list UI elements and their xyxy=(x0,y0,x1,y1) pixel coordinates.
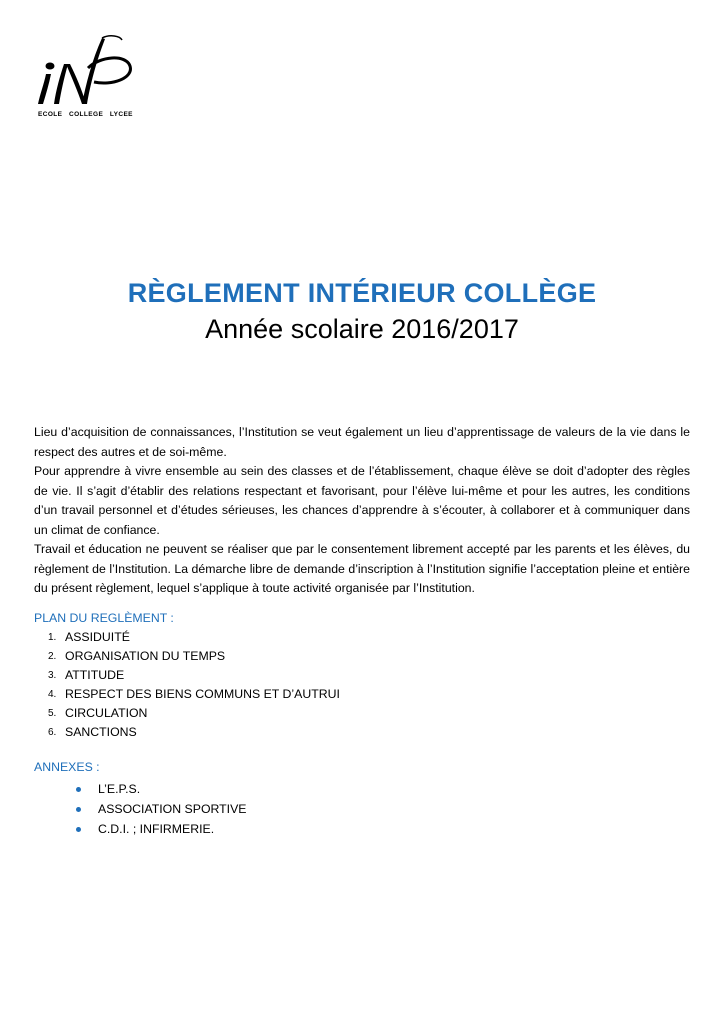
list-item-label: ASSOCIATION SPORTIVE xyxy=(98,802,247,816)
list-item-label: C.D.I. ; INFIRMERIE. xyxy=(98,822,215,836)
plan-heading: PLAN DU REGLÈMENT : xyxy=(34,611,174,625)
school-logo xyxy=(30,30,140,122)
bullet-icon xyxy=(76,787,81,792)
list-number: 4. xyxy=(48,689,57,700)
bullet-icon xyxy=(76,807,81,812)
inp-logo-mark xyxy=(30,30,140,110)
list-item-label: RESPECT DES BIENS COMMUNS ET D’AUTRUI xyxy=(65,687,340,701)
list-number: 6. xyxy=(48,727,57,738)
intro-paragraph: Lieu d’acquisition de connaissances, l’Institution se veut également un lieu d’apprentissage de valeurs de la vie dans le respect des autres et de soi-même. xyxy=(34,425,690,459)
intro-paragraph: Pour apprendre à vivre ensemble au sein des classes et de l’établissement, chaque élève se doit d’adopter des règles de vie. Il s’agit d’établir des relations respectant et favorisant, pour l’élève lui-même et pour les autres, les conditions d’un travail personnel et d’études sérieuses, les chances d’apprendre à s’écouter, à collaborer et à communiquer dans un climat de confiance. xyxy=(34,464,690,537)
bullet-icon xyxy=(76,827,81,832)
list-item-label: CIRCULATION xyxy=(65,706,148,720)
list-item-label: ASSIDUITÉ xyxy=(65,630,130,644)
list-item-label: SANCTIONS xyxy=(65,725,137,739)
document-title: RÈGLEMENT INTÉRIEUR COLLÈGE xyxy=(127,278,597,308)
intro-text xyxy=(34,423,690,599)
list-number: 2. xyxy=(48,651,57,662)
list-item-label: ATTITUDE xyxy=(65,668,125,682)
logo-caption: ECOLE COLLEGE LYCEE xyxy=(38,111,133,118)
list-number: 5. xyxy=(48,708,57,719)
document-subtitle: Année scolaire 2016/2017 xyxy=(205,314,519,344)
list-item-label: ORGANISATION DU TEMPS xyxy=(65,649,226,663)
intro-paragraph: Travail et éducation ne peuvent se réaliser que par le consentement librement accepté par les parents et les élèves, du règlement de l’Institution. La démarche libre de demande d’inscription à l’Institution signifie l’acceptation pleine et entière du présent règlement, lequel s’applique à toute activité organisée par l’Institution. xyxy=(34,542,690,595)
annexes-heading: ANNEXES : xyxy=(34,760,100,774)
list-number: 1. xyxy=(48,632,57,643)
list-number: 3. xyxy=(48,670,57,681)
list-item-label: L’E.P.S. xyxy=(98,782,141,796)
